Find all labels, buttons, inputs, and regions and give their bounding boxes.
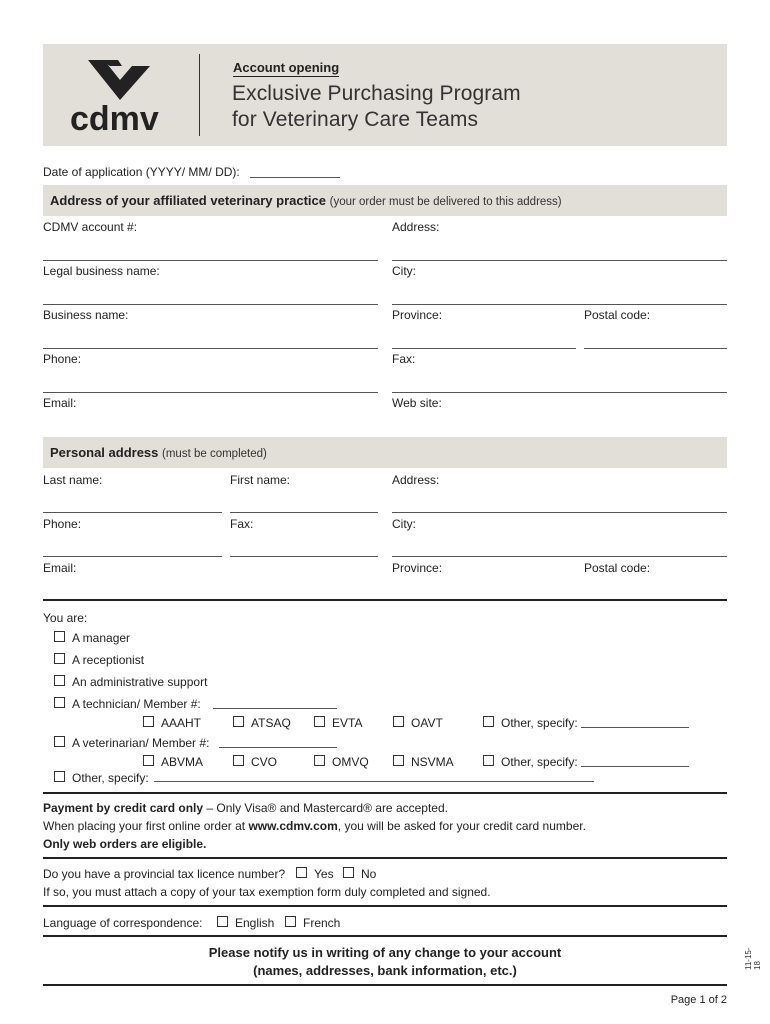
practice-address-field[interactable] bbox=[392, 260, 727, 261]
section-divider bbox=[43, 984, 727, 986]
business-name-field[interactable] bbox=[43, 348, 378, 349]
practice-province-label: Province: bbox=[392, 308, 443, 322]
payment-line2: When placing your first online order at www.cdmv.com, you will be asked for your credit card number. bbox=[43, 819, 586, 833]
role-technician-label: A technician/ Member #: bbox=[72, 697, 201, 711]
page-number: Page 1 of 2 bbox=[670, 994, 727, 1006]
tech-aaaht-label: AAAHT bbox=[161, 716, 202, 730]
vet-other-field[interactable] bbox=[581, 766, 689, 767]
cdmv-account-label: CDMV account #: bbox=[43, 220, 138, 234]
cdmv-logo bbox=[70, 58, 170, 136]
payment-line3: Only web orders are eligible. bbox=[43, 837, 207, 851]
cdmv-website-link[interactable]: www.cdmv.com bbox=[248, 819, 338, 833]
personal-fax-label: Fax: bbox=[230, 517, 254, 531]
tax-note: If so, you must attach a copy of your tax exemption form duly completed and signed. bbox=[43, 885, 491, 899]
notice-line2: (names, addresses, bank information, etc.) bbox=[253, 963, 517, 978]
practice-phone-label: Phone: bbox=[43, 352, 82, 366]
page-title: Exclusive Purchasing Program bbox=[232, 82, 521, 105]
practice-phone-field[interactable] bbox=[43, 392, 378, 393]
tax-no-checkbox[interactable] bbox=[343, 867, 354, 878]
vet-omvq-checkbox[interactable] bbox=[314, 755, 325, 766]
role-receptionist-label: A receptionist bbox=[72, 653, 145, 667]
practice-address-label: Address: bbox=[392, 220, 440, 234]
date-field[interactable] bbox=[250, 177, 340, 178]
role-veterinarian-label: A veterinarian/ Member #: bbox=[72, 736, 210, 750]
first-name-field[interactable] bbox=[230, 512, 378, 513]
role-admin-label: An administrative support bbox=[72, 675, 208, 689]
personal-city-label: City: bbox=[392, 517, 416, 531]
practice-section-heading: Address of your affiliated veterinary practice (your order must be delivered to this address) bbox=[50, 193, 562, 208]
tech-atsaq-label: ATSAQ bbox=[251, 716, 291, 730]
legal-name-field[interactable] bbox=[43, 304, 378, 305]
practice-postal-field[interactable] bbox=[584, 348, 727, 349]
section-divider bbox=[43, 935, 727, 937]
tech-oavt-label: OAVT bbox=[411, 716, 443, 730]
personal-phone-field[interactable] bbox=[43, 556, 222, 557]
vet-abvma-label: ABVMA bbox=[161, 755, 204, 769]
role-admin-checkbox[interactable] bbox=[54, 675, 65, 686]
tech-evta-label: EVTA bbox=[332, 716, 363, 730]
practice-fax-field[interactable] bbox=[392, 392, 727, 393]
role-other-field[interactable] bbox=[154, 781, 594, 782]
practice-postal-label: Postal code: bbox=[584, 308, 651, 322]
practice-website-label: Web site: bbox=[392, 396, 442, 410]
language-label: Language of correspondence: bbox=[43, 916, 203, 930]
practice-city-field[interactable] bbox=[392, 304, 727, 305]
first-name-label: First name: bbox=[230, 473, 291, 487]
tax-yes-checkbox[interactable] bbox=[296, 867, 307, 878]
personal-section-heading: Personal address (must be completed) bbox=[50, 445, 267, 460]
vet-omvq-label: OMVQ bbox=[332, 755, 369, 769]
logo-wordmark: cdmv bbox=[70, 100, 159, 136]
language-english-checkbox[interactable] bbox=[217, 916, 228, 927]
role-other-checkbox[interactable] bbox=[54, 771, 65, 782]
personal-address-label: Address: bbox=[392, 473, 440, 487]
veterinarian-member-field[interactable] bbox=[219, 747, 337, 748]
practice-email-label: Email: bbox=[43, 396, 77, 410]
tax-no-label: No bbox=[361, 867, 377, 881]
vet-nsvma-label: NSVMA bbox=[411, 755, 454, 769]
section-label: Account opening bbox=[233, 60, 340, 75]
tech-other-label: Other, specify: bbox=[501, 716, 578, 730]
personal-fax-field[interactable] bbox=[230, 556, 378, 557]
vet-other-checkbox[interactable] bbox=[483, 755, 494, 766]
role-manager-checkbox[interactable] bbox=[54, 631, 65, 642]
practice-fax-label: Fax: bbox=[392, 352, 416, 366]
legal-name-label: Legal business name: bbox=[43, 264, 160, 278]
section-divider bbox=[43, 857, 727, 859]
business-name-label: Business name: bbox=[43, 308, 129, 322]
vet-cvo-label: CVO bbox=[251, 755, 278, 769]
payment-line1: Payment by credit card only – Only Visa® and Mastercard® are accepted. bbox=[43, 801, 448, 815]
tax-question: Do you have a provincial tax licence number? bbox=[43, 867, 286, 881]
tech-aaaht-checkbox[interactable] bbox=[143, 716, 154, 727]
vet-nsvma-checkbox[interactable] bbox=[393, 755, 404, 766]
form-code: 11-15-18 bbox=[744, 947, 762, 970]
language-french-label: French bbox=[303, 916, 341, 930]
tech-evta-checkbox[interactable] bbox=[314, 716, 325, 727]
vet-cvo-checkbox[interactable] bbox=[233, 755, 244, 766]
personal-postal-label: Postal code: bbox=[584, 561, 651, 575]
practice-city-label: City: bbox=[392, 264, 416, 278]
header-divider bbox=[199, 54, 200, 136]
last-name-field[interactable] bbox=[43, 512, 222, 513]
vet-other-label: Other, specify: bbox=[501, 755, 578, 769]
language-english-label: English bbox=[235, 916, 275, 930]
tech-atsaq-checkbox[interactable] bbox=[233, 716, 244, 727]
language-french-checkbox[interactable] bbox=[285, 916, 296, 927]
personal-phone-label: Phone: bbox=[43, 517, 82, 531]
personal-address-field[interactable] bbox=[392, 512, 727, 513]
tech-other-checkbox[interactable] bbox=[483, 716, 494, 727]
date-label: Date of application (YYYY/ MM/ DD): bbox=[43, 165, 240, 179]
tech-other-field[interactable] bbox=[581, 727, 689, 728]
page-subtitle: for Veterinary Care Teams bbox=[232, 108, 479, 131]
personal-province-label: Province: bbox=[392, 561, 443, 575]
section-divider bbox=[43, 599, 727, 601]
cdmv-account-field[interactable] bbox=[43, 260, 378, 261]
last-name-label: Last name: bbox=[43, 473, 103, 487]
section-divider bbox=[43, 905, 727, 907]
vet-abvma-checkbox[interactable] bbox=[143, 755, 154, 766]
practice-province-field[interactable] bbox=[392, 348, 576, 349]
tax-yes-label: Yes bbox=[314, 867, 334, 881]
personal-email-label: Email: bbox=[43, 561, 77, 575]
role-other-label: Other, specify: bbox=[72, 771, 149, 785]
notice-line1: Please notify us in writing of any change to your account bbox=[208, 945, 562, 960]
personal-city-field[interactable] bbox=[392, 556, 727, 557]
role-receptionist-checkbox[interactable] bbox=[54, 653, 65, 664]
role-technician-checkbox[interactable] bbox=[54, 697, 65, 708]
role-veterinarian-checkbox[interactable] bbox=[54, 736, 65, 747]
role-manager-label: A manager bbox=[72, 631, 131, 645]
section-divider bbox=[43, 792, 727, 794]
technician-member-field[interactable] bbox=[213, 708, 337, 709]
role-label: You are: bbox=[43, 611, 88, 625]
tech-oavt-checkbox[interactable] bbox=[393, 716, 404, 727]
